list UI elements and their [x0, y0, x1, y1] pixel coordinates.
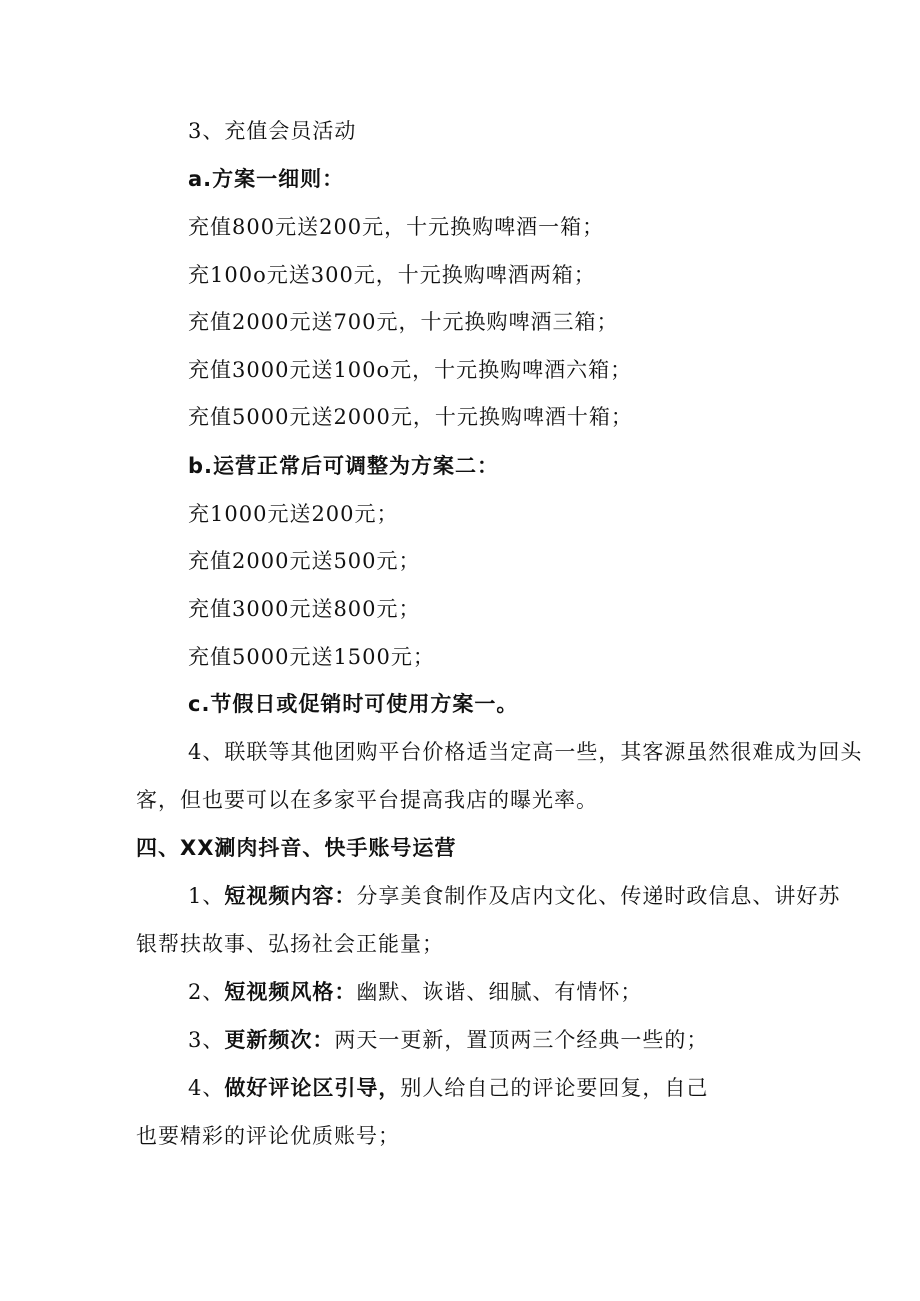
plan-b-item: 充值2000元送500元；	[188, 549, 421, 573]
item-text: 别人给自己的评论要回复，自己	[400, 1076, 709, 1100]
item-number: 1、	[188, 884, 225, 908]
plan-b-item: 充值5000元送1500元；	[188, 645, 435, 669]
item-number: 2、	[188, 980, 225, 1004]
section3-heading: 3、充值会员活动	[188, 119, 357, 143]
section4-text: 联联等其他团购平台价格适当定高一些，其客源虽然很难成为回头	[224, 740, 863, 764]
item-number: 3、	[188, 1028, 225, 1052]
part4-item-4-continuation: 也要精彩的评论优质账号；	[136, 1124, 400, 1148]
section4-paragraph-line2: 客，但也要可以在多家平台提高我店的曝光率。	[136, 788, 598, 812]
plan-b-title: b.运营正常后可调整为方案二：	[188, 454, 500, 478]
plan-a-title: a.方案一细则：	[188, 167, 345, 191]
plan-a-item: 充100o元送300元，十元换购啤酒两箱；	[188, 263, 596, 287]
item-label: 短视频内容：	[224, 884, 357, 908]
part4-item-4	[188, 1073, 708, 1103]
part4-item-3	[188, 1025, 708, 1055]
plan-a-item: 充值5000元送2000元，十元换购啤酒十箱；	[188, 405, 633, 429]
item-label: 短视频风格：	[224, 980, 357, 1004]
item-number: 4、	[188, 1076, 225, 1100]
part4-item-1-continuation: 银帮扶故事、弘扬社会正能量；	[136, 932, 444, 956]
plan-a-item: 充值3000元送100o元，十元换购啤酒六箱；	[188, 358, 633, 382]
item-label: 做好评论区引导，	[224, 1076, 401, 1100]
plan-b-item: 充1000元送200元；	[188, 502, 399, 526]
plan-a-item: 充值800元送200元，十元换购啤酒一箱；	[188, 215, 605, 239]
section4-number: 4、	[188, 740, 225, 764]
item-text: 幽默、诙谐、细腻、有情怀；	[356, 980, 643, 1004]
section4-paragraph-line1	[188, 737, 862, 767]
item-text: 两天一更新，置顶两三个经典一些的；	[334, 1028, 709, 1052]
part4-item-1	[188, 881, 840, 911]
part4-heading: 四、XX涮肉抖音、快手账号运营	[136, 836, 457, 860]
plan-b-item: 充值3000元送800元；	[188, 597, 421, 621]
part4-item-2	[188, 977, 642, 1007]
item-label: 更新频次：	[224, 1028, 335, 1052]
plan-c-note: c.节假日或促销时可使用方案一。	[188, 692, 519, 716]
item-text: 分享美食制作及店内文化、传递时政信息、讲好苏	[356, 884, 841, 908]
plan-a-item: 充值2000元送700元，十元换购啤酒三箱；	[188, 310, 619, 334]
